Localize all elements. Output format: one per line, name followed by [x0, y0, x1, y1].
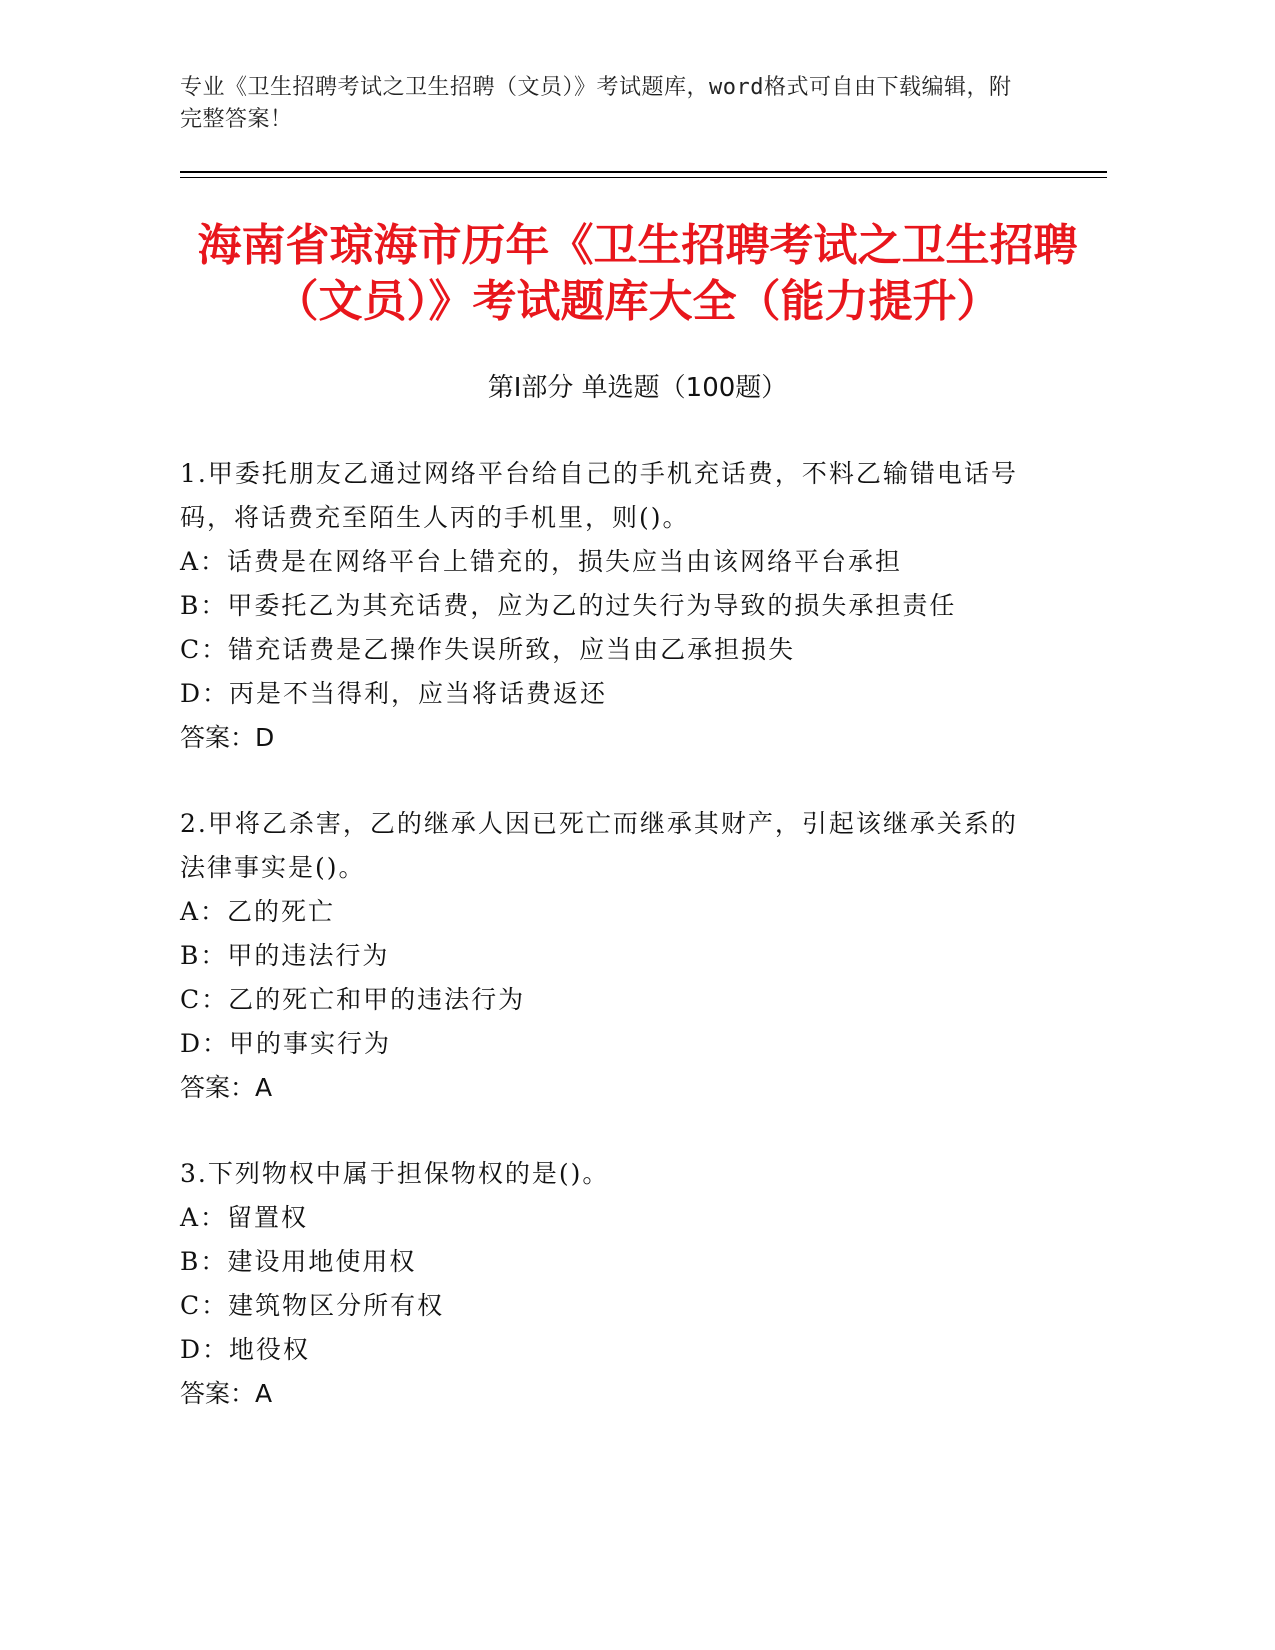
- option-b: B：甲委托乙为其充话费，应为乙的过失行为导致的损失承担责任: [180, 591, 957, 620]
- header-divider-thin: [180, 177, 1107, 178]
- option-c: C：错充话费是乙操作失误所致，应当由乙承担损失: [180, 635, 796, 664]
- option-d: D：甲的事实行为: [180, 1029, 392, 1058]
- option-a: A：话费是在网络平台上错充的，损失应当由该网络平台承担: [180, 547, 903, 576]
- option-a: A：留置权: [180, 1203, 309, 1232]
- question-2: [180, 802, 1040, 1110]
- option-a: A：乙的死亡: [180, 897, 336, 926]
- option-d: D：地役权: [180, 1335, 311, 1364]
- question-stem: 2.甲将乙杀害，乙的继承人因已死亡而继承其财产，引起该继承关系的法律事实是()。: [180, 809, 1018, 882]
- option-b: B：甲的违法行为: [180, 941, 390, 970]
- option-c: C：建筑物区分所有权: [180, 1291, 445, 1320]
- answer: 答案：A: [180, 1073, 273, 1102]
- section-title: 第Ⅰ部分 单选题（100题）: [487, 373, 788, 403]
- answer: 答案：D: [180, 723, 275, 752]
- header-note: 专业《卫生招聘考试之卫生招聘（文员）》考试题库，word格式可自由下载编辑，附完整答案！: [180, 75, 1012, 132]
- option-b: B：建设用地使用权: [180, 1247, 417, 1276]
- question-stem: 1.甲委托朋友乙通过网络平台给自己的手机充话费，不料乙输错电话号码，将话费充至陌生人丙的手机里，则()。: [180, 459, 1018, 532]
- option-c: C：乙的死亡和甲的违法行为: [180, 985, 526, 1014]
- option-d: D：丙是不当得利，应当将话费返还: [180, 679, 608, 708]
- document-title: 海南省琼海市历年《卫生招聘考试之卫生招聘（文员）》考试题库大全（能力提升）: [197, 220, 1078, 327]
- header-divider-thick: [180, 171, 1107, 173]
- question-1: [180, 452, 1040, 760]
- question-stem: 3.下列物权中属于担保物权的是()。: [180, 1159, 610, 1188]
- question-3: [180, 1152, 1040, 1416]
- answer: 答案：A: [180, 1379, 273, 1408]
- question-list: [180, 452, 1040, 1458]
